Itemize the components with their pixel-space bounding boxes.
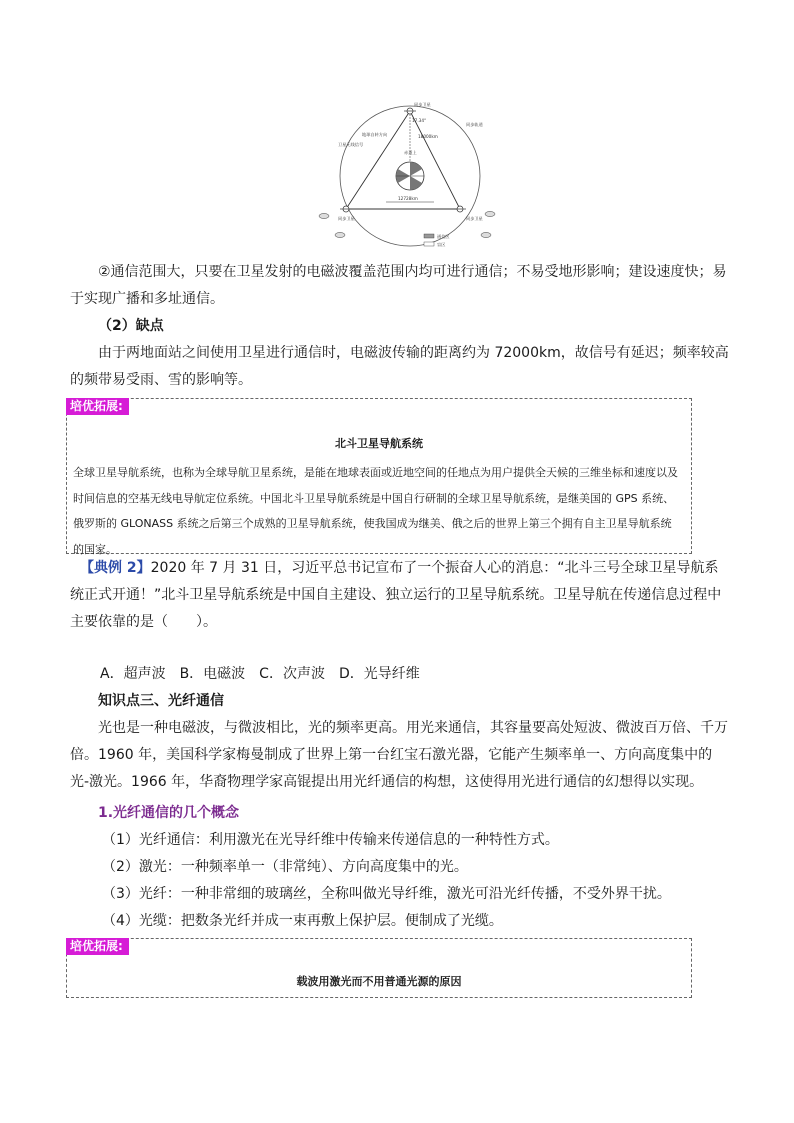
label-sat-left: 同步卫星 [338, 216, 355, 221]
legend-swatch-1 [424, 234, 434, 238]
legend-label-2: 盲区 [437, 242, 446, 247]
satellite-diagram-svg [318, 96, 508, 254]
earth-icon [396, 162, 424, 190]
paragraph-light: 光也是一种电磁波，与微波相比，光的频率更高。用光来通信，其容量要高处短波、微波百万倍、千万倍。1960 年，美国科学家梅曼制成了世界上第一台红宝石激光器，它能产生频率单一、方向高度集中的光-激光。1966 年，华裔物理学家高锟提出用光纤通信的构想，这使得用光进行通信的幻想得以实现。 [70, 720, 728, 790]
label-angle: 17.34° [412, 118, 427, 123]
label-equator: 赤道上 [404, 150, 417, 155]
concept-item-1: （1）光纤通信：利用激光在光导纤维中传输来传递信息的一种特性方式。 [102, 832, 559, 848]
label-orbit: 同步轨道 [466, 122, 483, 127]
example-options: A．超声波 B．电磁波 C．次声波 D．光导纤维 [100, 666, 420, 682]
paragraph-cons: 由于两地面站之间使用卫星进行通信时，电磁波传输的距离约为 72000km，故信号有延迟；频率较高的频带易受雨、雪的影响等。 [70, 345, 729, 388]
expansion-box-beidou [66, 398, 692, 554]
label-distance: 12728km [398, 196, 418, 201]
ground-station-icon [485, 212, 495, 217]
heading-cons: （2）缺点 [98, 318, 164, 334]
label-altitude: 18000km [418, 134, 438, 139]
example-text: 2020 年 7 月 31 日，习近平总书记宣布了一个振奋人心的消息：“北斗三号全球卫星导航系统正式开通！”北斗卫星导航系统是中国自主建设、独立运行的卫星导航系统。卫星导航在传递信息过程中主要依靠的是（ ）。 [70, 560, 722, 630]
ground-station-icon [481, 233, 491, 238]
label-relay: 卫星无线信号 [338, 142, 364, 147]
expansion-box-laser [66, 938, 692, 998]
label-sat-top: 同步卫星 [414, 102, 431, 107]
legend-label-1: 通信区 [437, 234, 450, 239]
box-body: 全球卫星导航系统，也称为全球导航卫星系统，是能在地球表面或近地空间的任地点为用户提供全天候的三维坐标和速度以及时间信息的空基无线电导航定位系统。中国北斗卫星导航系统是中国自行研制的全球卫星导航系统，是继美国的 GPS 系统、俄罗斯的 GLONASS 系统之后第三个成熟的卫星导航系统，使我国成为继美、俄之后的世界上第三个拥有自主卫星导航系统的国家。 [73, 466, 678, 556]
paragraph-advantage-scope: ②通信范围大，只要在卫星发射的电磁波覆盖范围内均可进行通信；不易受地形影响；建设速度快；易于实现广播和多址通信。 [70, 264, 727, 307]
concept-item-4: （4）光缆：把数条光纤并成一束再敷上保护层。便制成了光缆。 [102, 913, 503, 929]
concept-item-3: （3）光纤：一种非常细的玻璃丝，全称叫做光导纤维，激光可沿光纤传播，不受外界干扰。 [102, 886, 671, 902]
example-tag: 【典例 2】 [80, 560, 151, 576]
label-direction: 地球自转方向 [362, 132, 388, 137]
section-title-fiber: 知识点三、光纤通信 [98, 693, 224, 709]
ground-station-icon [335, 233, 345, 238]
expansion-tag: 培优拓展: [66, 938, 129, 955]
concept-item-2: （2）激光：一种频率单一（非常纯）、方向高度集中的光。 [102, 859, 468, 875]
example-2 [70, 555, 730, 636]
satellite-diagram [318, 96, 508, 254]
expansion-tag: 培优拓展: [66, 398, 129, 415]
concepts-title: 1.光纤通信的几个概念 [98, 805, 240, 821]
box-title: 载波用激光而不用普通光源的原因 [296, 975, 462, 988]
legend-swatch-2 [424, 242, 434, 246]
label-sat-right: 同步卫星 [466, 216, 483, 221]
ground-station-icon [319, 214, 329, 219]
box-title: 北斗卫星导航系统 [335, 437, 423, 450]
